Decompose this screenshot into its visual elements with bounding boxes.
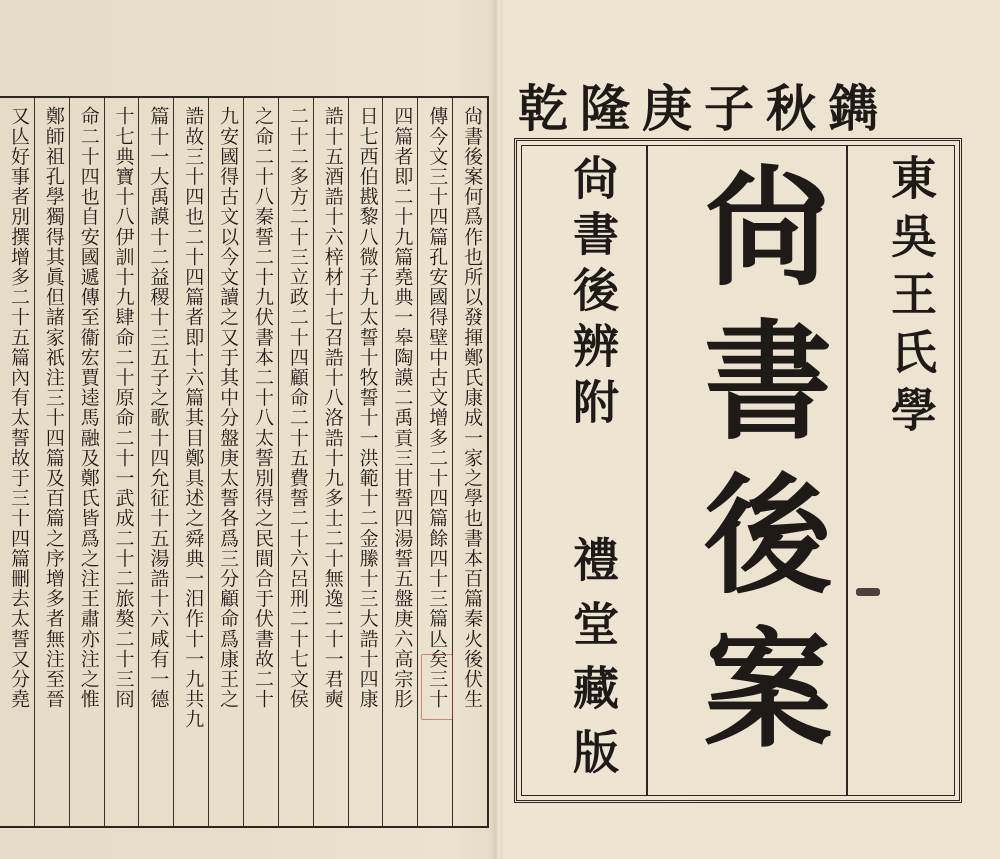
text-column bbox=[279, 98, 314, 826]
text-column bbox=[35, 98, 70, 826]
text-column bbox=[70, 98, 105, 826]
column-text: 九安國得古文以今文讀之又于其中分盤庚太誓各爲三分顧命爲康王之 bbox=[217, 106, 240, 709]
text-column bbox=[244, 98, 279, 826]
text-column bbox=[209, 98, 244, 826]
column-text: 四篇者即二十九篇堯典一皋陶謨二禹貢三甘誓四湯誓五盤庚六高宗肜 bbox=[391, 106, 414, 709]
author-column bbox=[846, 146, 963, 795]
text-column bbox=[105, 98, 140, 826]
title-inner-frame bbox=[521, 145, 955, 796]
column-text: 又亾好事者別撰增多二十五篇內有太誓故于三十四篇刪去太誓又分堯 bbox=[7, 106, 30, 709]
text-column bbox=[383, 98, 418, 826]
column-text: 誥故三十四也二十四篇者即十六篇其目鄭具述之舜典一汨作十一九共九 bbox=[182, 106, 205, 730]
ink-mark bbox=[856, 588, 880, 596]
left-page-columns bbox=[0, 98, 487, 826]
text-column bbox=[174, 98, 209, 826]
title-frame bbox=[514, 138, 962, 803]
book-gutter bbox=[494, 0, 500, 859]
text-column bbox=[453, 98, 487, 826]
book-title: 尙書後案 bbox=[682, 160, 832, 776]
column-text: 尙書後案何爲作也所以發揮鄭氏康成一家之學也書本百篇秦火後伏生 bbox=[461, 106, 484, 709]
column-text: 日七西伯戡黎八微子九太誓十牧誓十一洪範十二金縢十三大誥十四康 bbox=[356, 106, 379, 709]
subtitle-column bbox=[522, 146, 648, 795]
left-page-frame bbox=[0, 96, 489, 828]
column-text: 命二十四也自安國遞傳至衞宏賈逵馬融及鄭氏皆爲之注王肅亦注之惟 bbox=[77, 106, 100, 709]
author-name: 東吳王氏學 bbox=[884, 154, 938, 444]
column-text: 篇十一大禹謨十二益稷十三五子之歌十四允征十五湯誥十六咸有一德 bbox=[147, 106, 170, 709]
red-seal-impression bbox=[421, 654, 453, 720]
text-column bbox=[0, 98, 35, 826]
column-text: 誥十五酒誥十六梓材十七召誥十八洛誥十九多士二十無逸二十一君奭 bbox=[321, 106, 344, 709]
column-text: 傳今文三十四篇孔安國得壁中古文增多二十四篇餘四十三篇亾矣三十 bbox=[426, 106, 449, 709]
text-column bbox=[349, 98, 384, 826]
column-text: 十七典寶十八伊訓十九肆命二十原命二十一武成二十二旅獒二十三冏 bbox=[112, 106, 135, 709]
column-text: 二十二多方二十三立政二十四顧命二十五費誓二十六呂刑二十七文侯 bbox=[286, 106, 309, 709]
text-column bbox=[139, 98, 174, 826]
column-text: 之命二十八秦誓二十九伏書本二十八太誓別得之民間合于伏書故二十 bbox=[251, 106, 274, 709]
publication-date: 乾隆庚子秋鐫 bbox=[518, 79, 890, 138]
column-text: 鄭師祖孔學獨得其眞但諸家祇注三十四篇及百篇之序增多者無注至晉 bbox=[42, 106, 65, 709]
publisher-name: 禮堂藏版 bbox=[566, 536, 620, 792]
appendix-subtitle: 尙書後辨附 bbox=[566, 154, 620, 434]
text-column bbox=[314, 98, 349, 826]
